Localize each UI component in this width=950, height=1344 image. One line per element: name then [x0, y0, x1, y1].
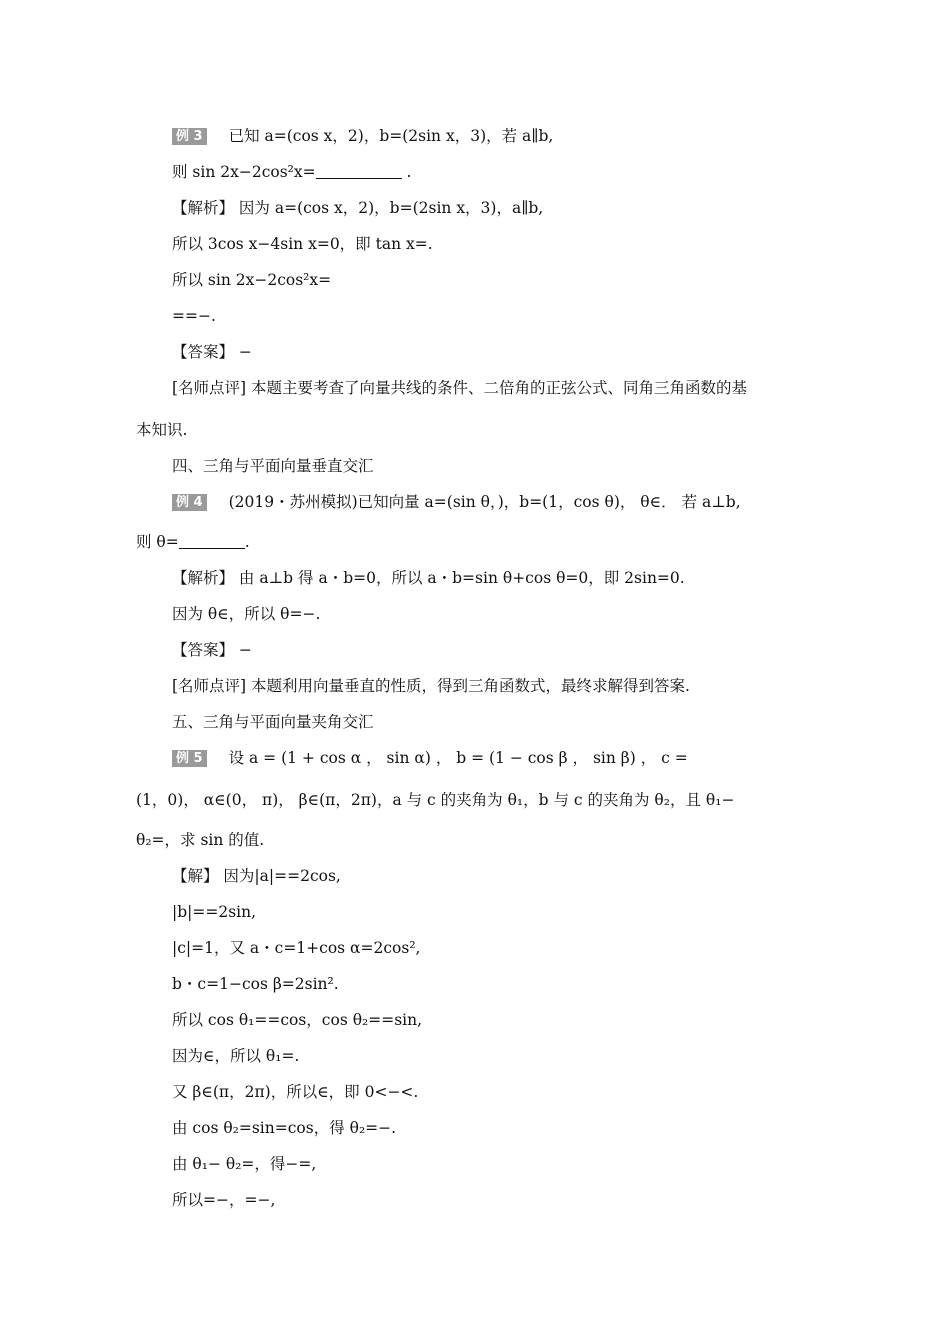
example-4-question-cont: [136, 530, 816, 554]
section-heading: 五、三角与平面向量夹角交汇: [172, 713, 374, 731]
example-5-question-cont: θ₂=，求 sin 的值.: [136, 831, 265, 849]
solution-line: b・c=1−cos β=2sin².: [172, 975, 339, 993]
solution-line: 由 θ₁− θ₂=，得−=,: [172, 1155, 317, 1173]
answer-line: 【答案】 −: [172, 641, 252, 659]
example-badge: 例 3: [172, 128, 207, 145]
solution-line: ==−.: [172, 307, 216, 325]
example-badge: 例 5: [172, 750, 207, 767]
question-text: (2019・苏州模拟)已知向量 a=(sin θ，)，b=(1，cos θ)， θ∈． 若 a⊥b,: [228, 493, 741, 511]
answer-blank: [179, 533, 245, 549]
example-3-question-cont: [172, 160, 852, 184]
question-text: 则 θ=: [136, 533, 179, 551]
solution-line: |c|=1，又 a・c=1+cos α=2cos²,: [172, 939, 421, 957]
question-text: 则 sin 2x−2cos²x=: [172, 163, 316, 181]
example-5-question-cont: (1，0)， α∈(0， π)， β∈(π，2π)，a 与 c 的夹角为 θ₁，b 与 c 的夹角为 θ₂，且 θ₁−: [136, 791, 735, 809]
example-4-question: [172, 490, 852, 514]
comment-line: [名师点评] 本题主要考查了向量共线的条件、二倍角的正弦公式、同角三角函数的基: [172, 379, 748, 397]
question-text: 已知 a=(cos x，2)，b=(2sin x，3)，若 a∥b,: [228, 127, 554, 145]
example-3-question: [172, 124, 852, 148]
question-text-end: .: [401, 163, 412, 181]
example-badge: 例 4: [172, 494, 207, 511]
solution-line: 因为∈，所以 θ₁=.: [172, 1047, 300, 1065]
example-5-question: [172, 746, 852, 770]
answer-line: 【答案】 −: [172, 343, 252, 361]
solution-line: 由 cos θ₂=sin=cos，得 θ₂=−.: [172, 1119, 397, 1137]
solution-line: 所以=−，=−,: [172, 1191, 276, 1209]
solution-line: |b|==2sin,: [172, 903, 257, 921]
answer-blank: [316, 163, 402, 179]
section-heading: 四、三角与平面向量垂直交汇: [172, 457, 374, 475]
solution-line: 【解析】 由 a⊥b 得 a・b=0，所以 a・b=sin θ+cos θ=0，即 2sin=0.: [172, 569, 685, 587]
solution-line: 所以 cos θ₁==cos，cos θ₂==sin,: [172, 1011, 423, 1029]
comment-line: [名师点评] 本题利用向量垂直的性质，得到三角函数式，最终求解得到答案.: [172, 677, 690, 695]
solution-line: 又 β∈(π，2π)，所以∈，即 0<−<.: [172, 1083, 419, 1101]
solution-line: 【解析】 因为 a=(cos x，2)，b=(2sin x，3)，a∥b,: [172, 199, 544, 217]
solution-line: 所以 3cos x−4sin x=0，即 tan x=.: [172, 235, 433, 253]
solution-line: 【解】 因为|a|==2cos,: [172, 867, 341, 885]
question-text: 设 a = (1 + cos α ， sin α) ， b = (1 − cos β ， sin β) ， c =: [228, 749, 688, 767]
solution-line: 因为 θ∈，所以 θ=−.: [172, 605, 321, 623]
solution-line: 所以 sin 2x−2cos²x=: [172, 271, 332, 289]
question-text-end: .: [244, 533, 250, 551]
comment-line-cont: 本知识.: [136, 421, 188, 439]
